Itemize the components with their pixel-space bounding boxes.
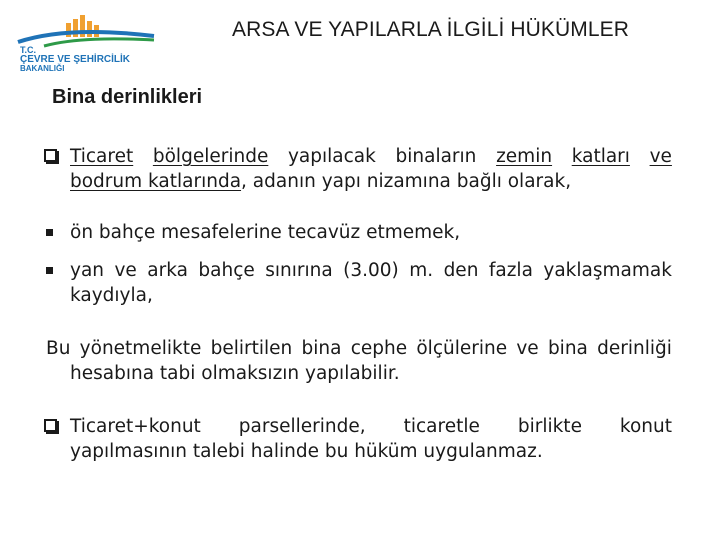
word: yapılacak [287,146,376,167]
paragraph-line [46,414,672,439]
ministry-logo [14,12,164,73]
word: yaklaşmamak [543,260,672,281]
paragraph-yonetmelik [46,336,672,386]
word: m. [409,260,434,281]
paragraph-line [46,144,672,169]
word: binaların [395,146,477,167]
word: bina [547,338,588,359]
word: zemin [496,146,553,167]
word: ölçülerine [416,338,508,359]
wave-icon [14,26,164,50]
paragraph-line [46,169,672,194]
logo-text-tc: T.C. [20,45,37,55]
word: bina [301,338,342,359]
underlined-text: bodrum katlarında [70,171,242,192]
word: derinliği [597,338,672,359]
word: ticaretle [403,416,480,437]
word: sınırına [265,260,333,281]
checkbox-bullet-icon [44,149,57,162]
word: birlikte [517,416,582,437]
word: (3.00) [343,260,399,281]
word: Ticaret [70,146,134,167]
word: den [443,260,479,281]
word: belirtilen [210,338,293,359]
paragraph-ticaret-konut [46,414,672,464]
paragraph-line: hesabına tabi olmaksızın yapılabilir. [70,363,400,384]
word: cephe [350,338,408,359]
word: arka [147,260,188,281]
paragraph-ticaret-bolgeleri [46,144,672,194]
paragraph-yan-arka-bahce [46,258,672,308]
logo-text-ministry: ÇEVRE VE ŞEHİRCİLİK [20,54,131,65]
paragraph-line: yapılmasının talebi halinde bu hüküm uygulanmaz. [70,441,543,462]
word: ve [649,146,672,167]
logo-text-bakanligi: BAKANLIĞI [20,64,65,73]
word: yönetmelikte [79,338,202,359]
section-subtitle: Bina derinlikleri [52,86,203,108]
word: Bu [46,338,71,359]
word: bahçe [198,260,255,281]
word: katları [571,146,630,167]
paragraph-line [46,336,672,361]
word: ve [516,338,539,359]
word: konut [619,416,672,437]
square-bullet-icon [46,229,53,236]
paragraph-line [46,258,672,283]
word: bölgelerinde [152,146,269,167]
square-bullet-icon [46,267,53,274]
checkbox-bullet-icon [44,419,57,432]
paragraph-line: ön bahçe mesafelerine tecavüz etmemek, [70,222,461,243]
page-title: ARSA VE YAPILARLA İLGİLİ HÜKÜMLER [232,18,630,41]
paragraph-line: kaydıyla, [70,285,153,306]
word: fazla [488,260,533,281]
paragraph-on-bahce [46,220,672,245]
word: Ticaret+konut [70,416,201,437]
word: ve [114,260,137,281]
word: yan [70,260,105,281]
text: , adanın yapı nizamına bağlı olarak, [241,171,572,192]
word: parsellerinde, [238,416,366,437]
